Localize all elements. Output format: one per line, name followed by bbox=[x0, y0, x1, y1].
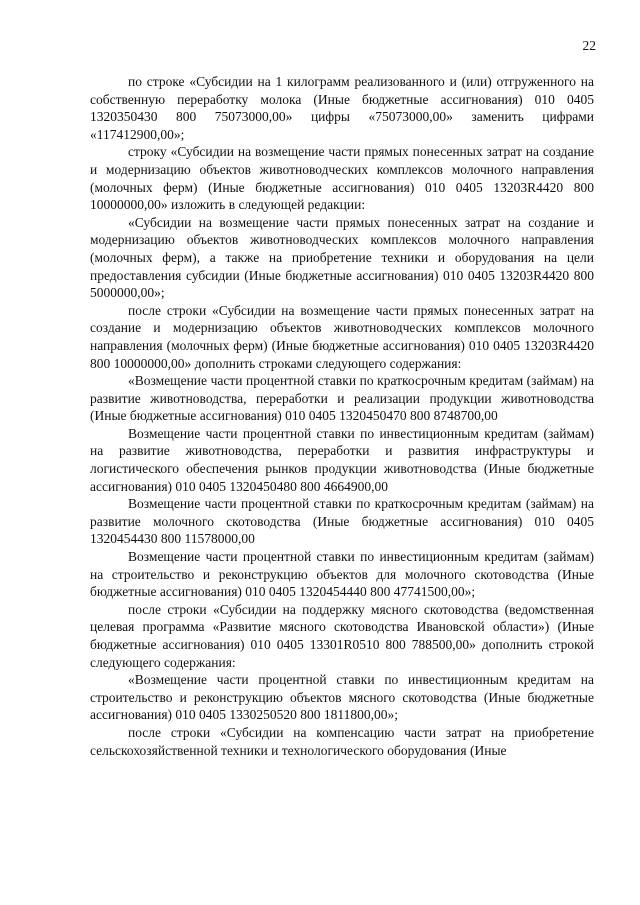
document-body bbox=[90, 73, 594, 759]
paragraph-1: по строке «Субсидии на 1 килограмм реализованного и (или) отгруженного на собственную переработку молока (Иные бюджетные ассигнования) 010 0405 1320350430 800 75073000,00» цифры «75073000,00» заменить цифрами «117412900,00»; bbox=[90, 74, 594, 142]
paragraph-7: Возмещение части процентной ставки по краткосрочным кредитам (займам) на развитие молочного скотоводства (Иные бюджетные ассигнования) 010 0405 1320454430 800 11578000,00 bbox=[90, 496, 594, 547]
page-number: 22 bbox=[582, 38, 596, 53]
paragraph-2: строку «Субсидии на возмещение части прямых понесенных затрат на создание и модернизацию объектов животноводческих комплексов молочного направления (молочных ферм) (Иные бюджетные ассигнования) 010 0405 13203R4420 800 10000000,00» изложить в следующей редакции: bbox=[90, 144, 594, 213]
paragraph-6: Возмещение части процентной ставки по инвестиционным кредитам (займам) на развитие животноводства, переработки и развития инфраструктуры и логистического обеспечения рынков продукции животноводства (Иные бюджетные ассигнования) 010 0405 1320450480 800 4664900,00 bbox=[90, 425, 594, 494]
paragraph-8: Возмещение части процентной ставки по инвестиционным кредитам (займам) на строительство и реконструкцию объектов для молочного скотоводства (Иные бюджетные ассигнования) 010 0405 1320454440 800 47741500,00»; bbox=[90, 549, 594, 600]
paragraph-5: «Возмещение части процентной ставки по краткосрочным кредитам (займам) на развитие животноводства, переработки и реализации продукции животноводства (Иные бюджетные ассигнования) 010 0405 1320450470 800 8748700,00 bbox=[90, 373, 594, 424]
paragraph-4: после строки «Субсидии на возмещение части прямых понесенных затрат на создание и модернизацию объектов животноводческих комплексов молочного направления (молочных ферм) (Иные бюджетные ассигнования) 010 0405 13203R4420 800 10000000,00» дополнить строками следующего содержания: bbox=[90, 302, 594, 371]
paragraph-9: после строки «Субсидии на поддержку мясного скотоводства (ведомственная целевая программа «Развитие мясного скотоводства Ивановской области») (Иные бюджетные ассигнования) 010 0405 13301R0510 800 788500,00» дополнить строкой следующего содержания: bbox=[90, 601, 594, 670]
paragraph-10: «Возмещение части процентной ставки по инвестиционным кредитам на строительство и реконструкцию объектов мясного скотоводства (Иные бюджетные ассигнования) 010 0405 1330250520 800 1811800,00»; bbox=[90, 672, 594, 723]
paragraph-3: «Субсидии на возмещение части прямых понесенных затрат на создание и модернизацию объектов животноводческих комплексов молочного направления (молочных ферм), а также на приобретение техники и оборудования на цели предоставления субсидии (Иные бюджетные ассигнования) 010 0405 13203R4420 800 5000000,00»; bbox=[90, 214, 594, 301]
paragraph-11: после строки «Субсидии на компенсацию части затрат на приобретение сельскохозяйственной техники и технологического оборудования (Иные bbox=[90, 724, 594, 758]
